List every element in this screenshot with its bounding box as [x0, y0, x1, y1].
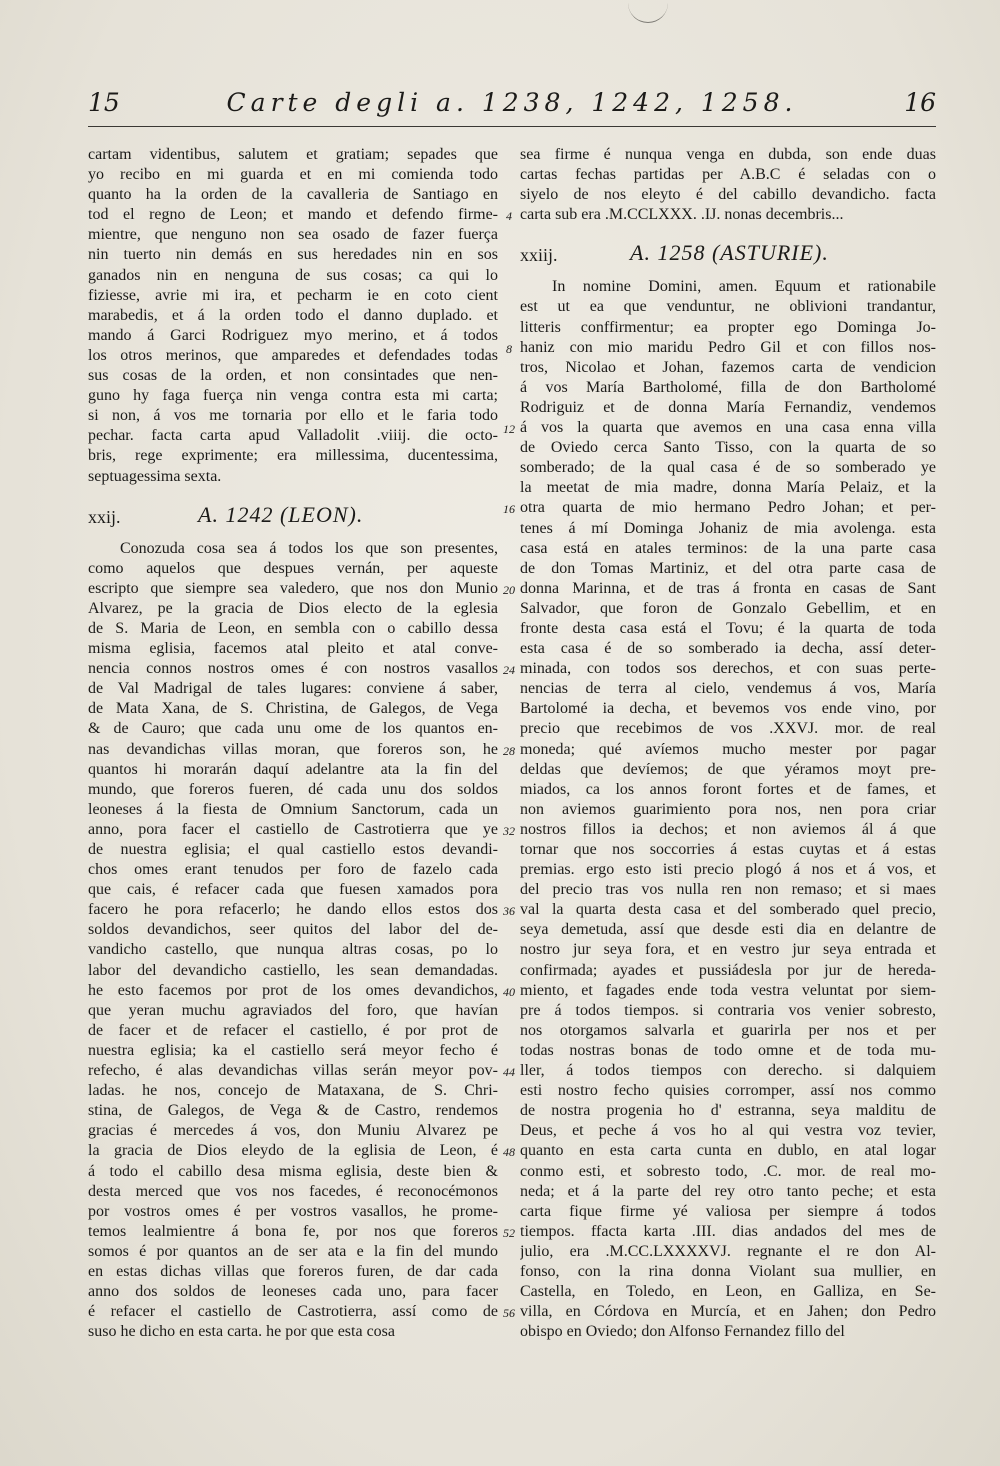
left-paragraph-1 [88, 145, 498, 487]
text-line: cartas fechas partidas per A.B.C é seladas con o [520, 166, 936, 184]
text-line: de nostra progenia ho d' estranna, seya malditu de [520, 1102, 936, 1120]
text-line: miento, et fagades ende toda vestra veluntat por siem- [520, 981, 936, 999]
right-paragraph-2 [520, 277, 936, 1342]
text-line: mientre, que nenguno non sea osado de fazer fuerça [88, 226, 498, 244]
text-line: de don Tomas Martiniz, et del otra parte casa de [520, 559, 936, 577]
text-line: fronte desta casa está el Tovu; é la quarta de toda [520, 619, 936, 637]
text-line: Castella, en Toledo, en Leon, en Galliza, en Se- [520, 1283, 936, 1301]
text-line: obispo en Oviedo; don Alfonso Fernandez fillo del [520, 1323, 845, 1341]
text-line: non aviemos guarimiento pora nos, nen pora criar [520, 800, 936, 818]
line-number: 52 [503, 1226, 515, 1240]
text-line: nostros fillos ia dechos; et non aviemos ál á que [520, 820, 936, 838]
text-line: suso he dicho en esta carta. he por que esta cosa [88, 1323, 395, 1341]
text-line: Deus, et peche á vos ho al qui vestra voz tevier, [520, 1122, 936, 1140]
text-line: seya demetuda, assí que desde esti dia en delantre de [520, 921, 936, 939]
text-line: fiziesse, avrie mi ira, et pecharm ie en coto cient [88, 286, 498, 304]
text-line: otra quarta de mio hermano Pedro Johan; et per- [520, 499, 936, 517]
text-line: mando á Garci Rodriguez myo merino, et á todos [88, 326, 498, 344]
text-line: quanto ha la orden de la cavalleria de Santiago en [88, 186, 498, 204]
text-line: la meetat de mia madre, donna María Pelaiz, et la [520, 479, 936, 497]
text-line: anno dos soldos de leoneses cada uno, para facer [88, 1283, 498, 1301]
text-line: tros, Nicolao et Johan, fazemos carta de vendicion [520, 358, 936, 376]
line-number: 36 [503, 904, 515, 918]
text-line: gracias é mercedes á vos, don Muniu Alvarez pe [88, 1122, 498, 1140]
document-title: A. 1258 (ASTURIE). [630, 240, 829, 266]
text-line: tenes á mí Dominga Johaniz de mia avolenga. esta [520, 519, 936, 537]
text-line: ladas. he nos, concejo de Mataxana, de S. Chri- [88, 1082, 498, 1100]
text-line: que yeran muchu agraviados del foro, que havían [88, 1001, 498, 1019]
line-number: 56 [503, 1306, 515, 1320]
text-line: vandicho castello, que nunqua altras cosas, po lo [88, 941, 498, 959]
text-line: somos é por quantos an de ser ata e la fin del mundo [88, 1242, 498, 1260]
line-number: 48 [503, 1145, 515, 1159]
text-line: del precio tras vos nulla ren non remaso; et si maes [520, 881, 936, 899]
text-line: pre á todos tiempos. si contraria vos venier sobresto, [520, 1001, 936, 1019]
text-line: en estas dichas villas que foreros furen, de dar cada [88, 1262, 498, 1280]
text-line: Conozuda cosa sea á todos los que son presentes, [120, 539, 498, 557]
text-line: nuestra eglisia; ka el castiello será meyor fecho é [88, 1041, 498, 1059]
text-line: somberado; de la qual casa é de so somberado ye [520, 459, 936, 477]
text-line: nin tuerto nin demás en sus heredades nin en sos [88, 246, 498, 264]
text-line: refecho, é alas devandichas villas serán meyor pov- [88, 1062, 498, 1080]
right-paragraph-1 [520, 145, 936, 225]
text-line: mundo, que foreros fueren, dé cada unu dos soldos [88, 780, 498, 798]
line-number: 28 [503, 744, 515, 758]
text-line: haniz con mio maridu Pedro Gil et con fillos nos- [520, 338, 936, 356]
page-number-right: 16 [904, 88, 936, 117]
text-line: he esto facemos por prot de los omes devandichos, [88, 981, 498, 999]
text-line: de S. Maria de Leon, en sembla con o cabillo dessa [88, 619, 498, 637]
text-line: In nomine Domini, amen. Equum et rationabile [552, 278, 936, 296]
text-line: miados, ca los annos foront fortes et de fames, et [520, 780, 936, 798]
right-column [520, 145, 936, 1342]
text-line: á todo el cabillo desa misma eglisia, deste bien & [88, 1162, 498, 1180]
text-line: litteris conffirmentur; ea propter ego Dominga Jo- [520, 318, 936, 336]
left-paragraph-2 [88, 539, 498, 1343]
header-rule [88, 126, 936, 127]
running-header [88, 82, 936, 122]
text-line: de facer et de refacer el castiello, é por prot de [88, 1021, 498, 1039]
text-line: confirmada; ayades et pussiádesla por jur de hereda- [520, 961, 936, 979]
text-line: de nuestra eglisia; el qual castiello estos devandi- [88, 841, 498, 858]
line-number: 32 [503, 824, 515, 838]
line-number: 44 [503, 1065, 515, 1079]
text-line: bris, rege exprimente; era millessima, ducentessima, [88, 447, 498, 465]
text-line: Rodriguiz et de donna María Fernandiz, vendemos [520, 398, 936, 416]
text-line: deldas que devíemos; de que yéramos moyt pre- [520, 760, 936, 778]
text-line: todas nostras bonas de todo omne et de toda mu- [520, 1041, 936, 1059]
text-line: septuagessima sexta. [88, 467, 222, 485]
text-line: nencia connos nostros omes é con nostros vasallos [88, 660, 498, 678]
text-line: temos lealmientre á bona fe, por nos que foreros [88, 1222, 498, 1240]
text-line: á vos la quarta que avemos en una casa enna villa [520, 419, 936, 437]
text-line: anno, pora facer el castiello de Castrotierra que ye [88, 820, 498, 838]
text-line: fonso, con la rina donna Violant sua mullier, en [520, 1262, 936, 1280]
text-line: yo recibo en mi guarda et en mi comienda todo [88, 166, 498, 184]
line-number: 20 [503, 583, 515, 597]
text-line: neda; et á la parte del rey otro tanto peche; et esta [520, 1182, 936, 1200]
text-line: siyelo de nos eleyto é del cabillo devandicho. facta [520, 186, 936, 204]
running-title: Carte degli a. 1238, 1242, 1258. [226, 88, 798, 117]
text-line: leoneses á la fiesta de Omnium Sanctorum, cada un [88, 800, 498, 818]
text-line: de Val Madrigal de tales lugares: conviene á saber, [88, 680, 498, 698]
text-line: stina, de Galegos, de Vega & de Castro, rendemos [88, 1102, 498, 1120]
text-line: marabedis, et á la orden todo el danno duplado. et [88, 306, 498, 324]
text-line: julio, era .M.CC.LXXXXVJ. regnante el re don Al- [520, 1242, 936, 1260]
text-line: donna Marinna, et de tras á fronta en casas de Sant [520, 579, 936, 597]
page-curl-mark [628, 0, 668, 23]
document-number: xxij. [88, 506, 121, 527]
text-line: la gracia de Dios eleydo de la eglisia de Leon, é [88, 1142, 498, 1160]
text-line: tiempos. ffacta karta .III. dias andados del mes de [520, 1222, 936, 1240]
text-line: val la quarta desta casa et del somberado quel precio, [520, 901, 936, 919]
text-line: facero he pora refacerlo; he dando ellos estos dos [88, 901, 498, 919]
text-line: nos otorgamos salvarla et guarirla per nos et per [520, 1021, 936, 1039]
text-line: chos omes erant tenudos per foro de fazelo cada [88, 861, 498, 879]
text-line: como aquelos que despues vernán, per aqueste [88, 559, 498, 577]
text-line: soldos devandichos, seer quitos del labor del de- [88, 921, 498, 939]
line-number: 24 [503, 663, 515, 677]
text-line: sus cosas de la orden, et non consintades que nen- [88, 367, 498, 385]
document-title: A. 1242 (LEON). [198, 501, 364, 527]
text-line: Bartolomé ia decha, et bevemos vos ende vino, por [520, 700, 936, 718]
text-line: ganados nin en nenguna de sus cosas; ca qui lo [88, 266, 498, 284]
document-number: xxiij. [520, 245, 558, 266]
text-line: conmo esti, et sobresto todo, .C. mor. de real mo- [520, 1162, 936, 1180]
text-line: nostro jur seya fora, et en vestro jur seya entrada et [520, 941, 936, 959]
text-line: casa está en atales terminos: de la una parte casa [520, 539, 936, 557]
text-line: é refacer el castiello de Castrotierra, assí como de [88, 1303, 498, 1321]
text-line: quanto en esta carta cunta en dublo, en atal logar [520, 1142, 936, 1160]
line-number: 4 [506, 209, 512, 223]
text-line: premias. ergo esto isti precio plogó á nos et á vos, et [520, 861, 936, 879]
text-line: carta sub era .M.CCLXXX. .IJ. nonas decembris... [520, 206, 844, 224]
text-line: de Mata Xana, de S. Christina, de Galegos, de Vega [88, 700, 498, 718]
text-line: Alvarez, pe la gracia de Dios electo de la eglesia [88, 599, 498, 617]
text-line: quantos hi morarán daquí adelantre ata la fin del [88, 760, 498, 778]
text-line: ller, á todos tiempos con derecho. si dalquiem [520, 1062, 936, 1080]
text-line: cartam videntibus, salutem et gratiam; sepades que [88, 146, 498, 163]
text-line: precio que recebimos de vos .XXVJ. mor. de real [520, 720, 936, 738]
document-heading-xxiij [520, 233, 936, 273]
document-heading-xxij [88, 495, 498, 535]
text-line: nencias de terra al cielo, vendemus á vos, María [520, 680, 936, 698]
text-line: escripto que siempre sea valedero, que nos don Munio [88, 579, 498, 597]
page-number-left: 15 [88, 88, 120, 117]
text-line: pechar. facta carta apud Valladolit .viiij. die octo- [88, 427, 498, 445]
text-line: desta merced que vos nos facedes, é reconocémonos [88, 1182, 498, 1200]
text-line: & de Cauro; que cada unu ome de los quantos en- [88, 720, 498, 738]
text-line: por vostros omes é per vostros vasallos, he prome- [88, 1202, 498, 1220]
line-number: 12 [503, 422, 515, 436]
text-line: tod el regno de Leon; et mando et defendo firme- [88, 206, 498, 224]
text-line: labor del devandicho castiello, les sean demandadas. [88, 961, 498, 979]
text-line: misma eglisia, facemos atal pleito et atal conve- [88, 640, 498, 658]
line-number: 8 [506, 342, 512, 356]
text-line: esti nostro fecho quisies corromper, assí nos commo [520, 1082, 936, 1100]
text-line: sea firme é nunqua venga en dubda, son ende duas [520, 146, 936, 163]
text-line: moneda; qué avíemos mucho mester por pagar [520, 740, 936, 758]
text-line: los otros merinos, que amparedes et defendades todas [88, 346, 498, 364]
text-line: minada, con todos sos derechos, et con suas perte- [520, 660, 936, 678]
text-line: á vos María Bartholomé, filla de don Bartholomé [520, 378, 936, 396]
line-number: 40 [503, 985, 515, 999]
left-column [88, 145, 498, 1342]
text-line: carta fique firme yé valiosa per siempre á todos [520, 1202, 936, 1220]
text-line: tornar que nos soccorries á estas cuytas et á estas [520, 841, 936, 858]
text-line: nas devandichas villas moran, que foreros son, he [88, 740, 498, 758]
line-number: 16 [503, 502, 515, 516]
text-line: guno hy faga fuerça nin venga contra esta mi carta; [88, 387, 498, 405]
text-line: villa, en Córdova en Murcía, et en Jahen; don Pedro [520, 1303, 936, 1321]
text-line: de Oviedo cerca Santo Tisso, con la quarta de so [520, 439, 936, 457]
text-line: que cais, é refacer cada que fuesen xamados pora [88, 881, 498, 899]
text-line: si non, á vos me tornaria por ello et le faria todo [88, 407, 498, 425]
text-line: est ut ea que venduntur, ne oblivioni trandantur, [520, 298, 936, 316]
text-line: esta casa é de so somberado ia decha, assí deter- [520, 640, 936, 658]
text-line: Salvador, que foron de Gonzalo Gebellim, et en [520, 599, 936, 617]
